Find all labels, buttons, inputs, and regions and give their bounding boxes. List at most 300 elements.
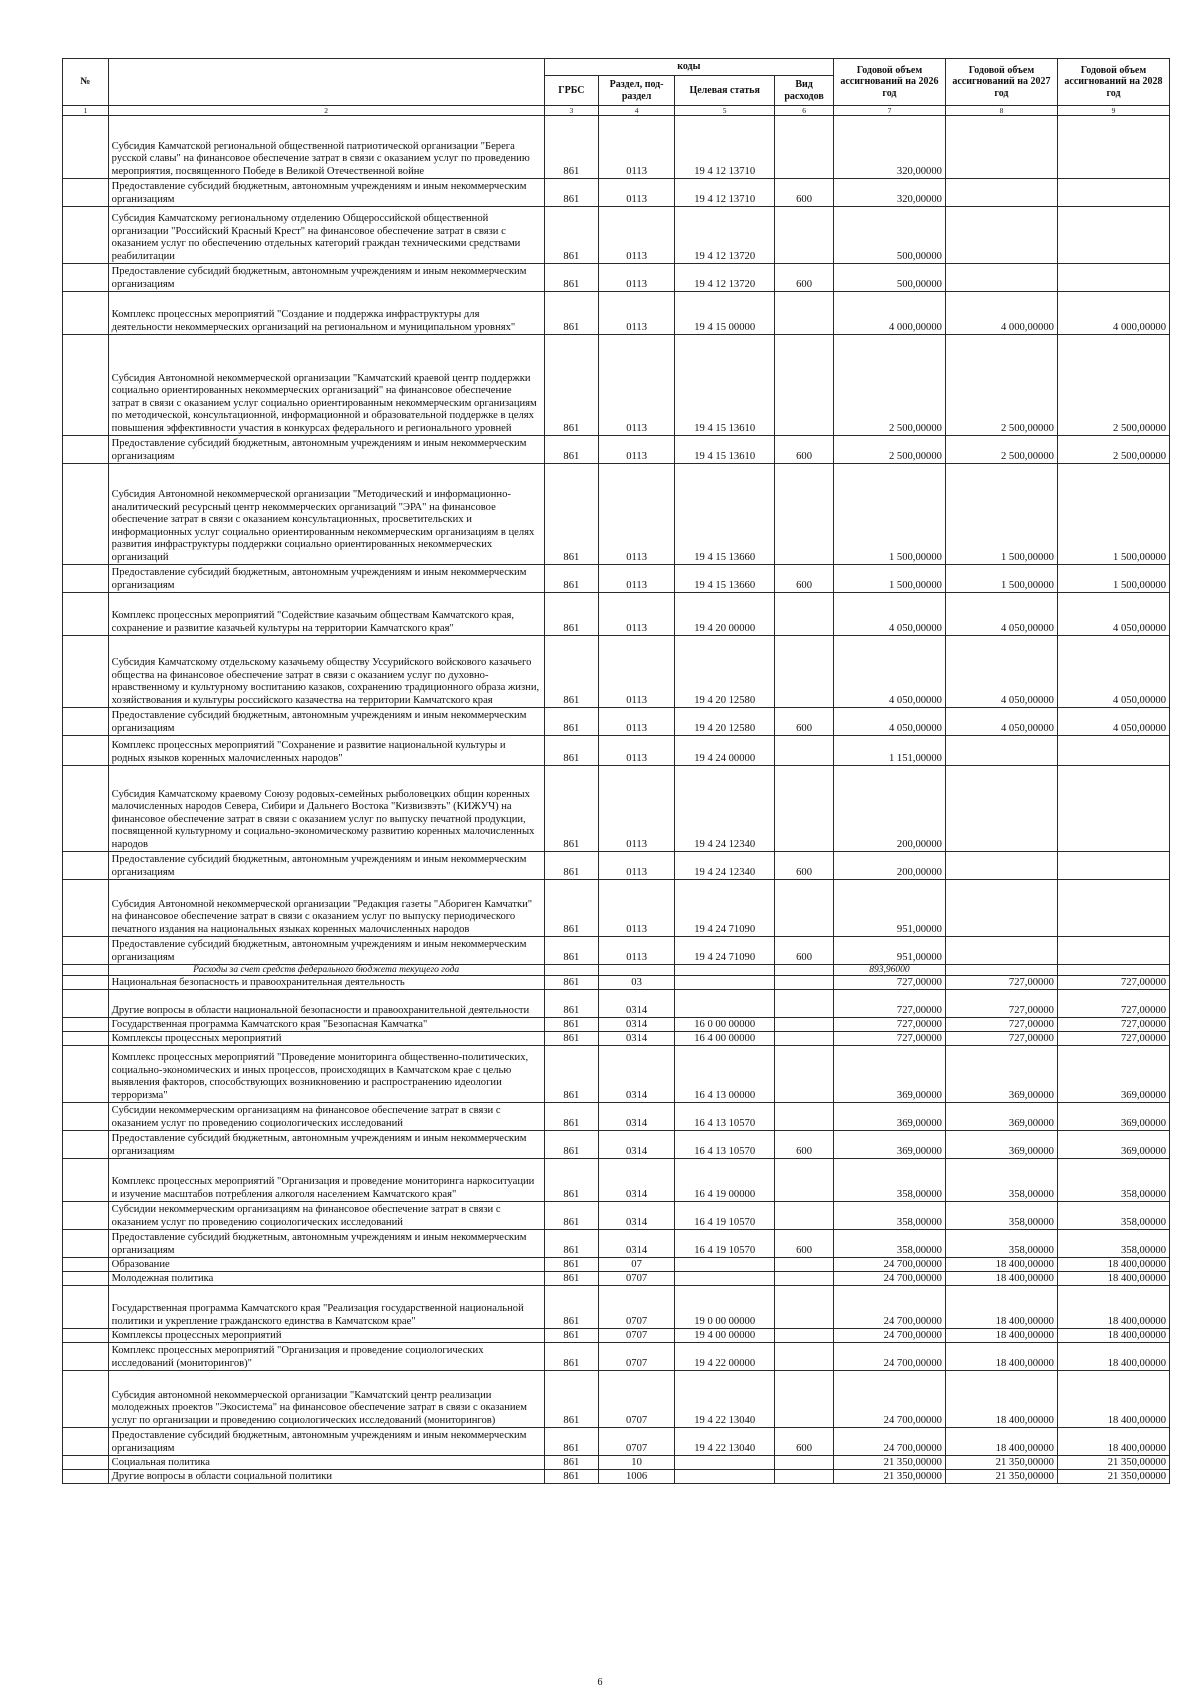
row-amount-2028: [1057, 179, 1169, 207]
row-amount-2027: [945, 736, 1057, 766]
row-tselevaya-statya: 16 4 19 00000: [675, 1159, 775, 1202]
row-tselevaya-statya: 16 4 19 10570: [675, 1230, 775, 1258]
row-amount-2028: 21 350,00000: [1057, 1470, 1169, 1484]
row-name: Комплексы процессных мероприятий: [108, 1032, 544, 1046]
row-amount-2027: [945, 937, 1057, 965]
table-row: [63, 976, 1170, 990]
table-row: [63, 1032, 1170, 1046]
row-grbs: 861: [544, 1046, 598, 1103]
row-tselevaya-statya: [675, 1272, 775, 1286]
table-row: [63, 292, 1170, 335]
row-tselevaya-statya: 16 4 00 00000: [675, 1032, 775, 1046]
row-amount-2026: 320,00000: [833, 179, 945, 207]
row-number-cell: [63, 436, 109, 464]
row-amount-2028: [1057, 965, 1169, 976]
row-grbs: 861: [544, 1159, 598, 1202]
row-grbs: 861: [544, 1371, 598, 1428]
row-amount-2028: 18 400,00000: [1057, 1286, 1169, 1329]
row-vid-raskhodov: 600: [775, 565, 834, 593]
row-vid-raskhodov: [775, 965, 834, 976]
row-amount-2028: 2 500,00000: [1057, 335, 1169, 436]
row-grbs: 861: [544, 736, 598, 766]
row-amount-2026: 500,00000: [833, 264, 945, 292]
row-tselevaya-statya: 19 4 24 12340: [675, 852, 775, 880]
column-number-row: [63, 106, 1170, 116]
row-vid-raskhodov: 600: [775, 264, 834, 292]
row-amount-2027: 358,00000: [945, 1230, 1057, 1258]
row-name: Субсидия Камчатскому региональному отделению Общероссийской общественной организации "Российский Красный Крест" на финансовое обеспечение затрат в связи с оказанием услуг по обеспечению отдельных категорий граждан техническими средствами реабилитации: [108, 207, 544, 264]
row-vid-raskhodov: [775, 766, 834, 852]
row-amount-2028: 18 400,00000: [1057, 1343, 1169, 1371]
row-amount-2028: 369,00000: [1057, 1103, 1169, 1131]
header-name-blank: [108, 59, 544, 106]
row-grbs: 861: [544, 264, 598, 292]
row-name: Предоставление субсидий бюджетным, автономным учреждениям и иным некоммерческим организациям: [108, 436, 544, 464]
row-amount-2027: 369,00000: [945, 1046, 1057, 1103]
row-number-cell: [63, 1103, 109, 1131]
row-grbs: 861: [544, 1329, 598, 1343]
row-name: Комплекс процессных мероприятий "Организация и проведение мониторинга наркоситуации и изучение масштабов потребления алкоголя населением Камчатского края": [108, 1159, 544, 1202]
row-razdel: 0113: [599, 292, 675, 335]
row-amount-2028: [1057, 880, 1169, 937]
row-name: Национальная безопасность и правоохранительная деятельность: [108, 976, 544, 990]
row-amount-2027: 369,00000: [945, 1103, 1057, 1131]
row-number-cell: [63, 990, 109, 1018]
column-number: 1: [63, 106, 109, 116]
row-grbs: 861: [544, 1018, 598, 1032]
row-razdel: 0113: [599, 766, 675, 852]
row-vid-raskhodov: 600: [775, 937, 834, 965]
row-number-cell: [63, 1131, 109, 1159]
row-name: Комплекс процессных мероприятий "Организация и проведение социологических исследований (мониторингов)": [108, 1343, 544, 1371]
row-number-cell: [63, 264, 109, 292]
row-number-cell: [63, 736, 109, 766]
row-name: Государственная программа Камчатского края "Безопасная Камчатка": [108, 1018, 544, 1032]
row-number-cell: [63, 1329, 109, 1343]
row-tselevaya-statya: 16 4 13 10570: [675, 1103, 775, 1131]
column-number: 6: [775, 106, 834, 116]
row-grbs: 861: [544, 1470, 598, 1484]
row-tselevaya-statya: 19 4 15 00000: [675, 292, 775, 335]
row-grbs: 861: [544, 1230, 598, 1258]
row-amount-2027: [945, 852, 1057, 880]
row-number-cell: [63, 1286, 109, 1329]
row-vid-raskhodov: [775, 976, 834, 990]
header-year-2026: Годовой объем ассигнований на 2026 год: [833, 59, 945, 106]
row-amount-2028: 4 050,00000: [1057, 593, 1169, 636]
row-grbs: 861: [544, 179, 598, 207]
row-grbs: 861: [544, 766, 598, 852]
row-razdel: 10: [599, 1456, 675, 1470]
row-grbs: 861: [544, 1343, 598, 1371]
table-row: [63, 1046, 1170, 1103]
row-vid-raskhodov: [775, 1329, 834, 1343]
row-razdel: 0707: [599, 1272, 675, 1286]
row-name: Предоставление субсидий бюджетным, автономным учреждениям и иным некоммерческим организациям: [108, 937, 544, 965]
row-tselevaya-statya: 19 4 24 12340: [675, 766, 775, 852]
row-grbs: 861: [544, 1272, 598, 1286]
table-row: [63, 207, 1170, 264]
row-amount-2026: 24 700,00000: [833, 1258, 945, 1272]
row-vid-raskhodov: [775, 292, 834, 335]
row-amount-2028: [1057, 766, 1169, 852]
row-vid-raskhodov: [775, 636, 834, 708]
row-razdel: 0314: [599, 1018, 675, 1032]
row-amount-2026: 951,00000: [833, 880, 945, 937]
row-number-cell: [63, 965, 109, 976]
row-name: Предоставление субсидий бюджетным, автономным учреждениям и иным некоммерческим организациям: [108, 1131, 544, 1159]
row-razdel: 0113: [599, 880, 675, 937]
row-amount-2027: [945, 207, 1057, 264]
row-vid-raskhodov: [775, 1258, 834, 1272]
row-amount-2027: 18 400,00000: [945, 1258, 1057, 1272]
row-number-cell: [63, 1456, 109, 1470]
table-row: [63, 1456, 1170, 1470]
table-row: [63, 1131, 1170, 1159]
row-number-cell: [63, 1371, 109, 1428]
row-amount-2027: 4 050,00000: [945, 636, 1057, 708]
row-razdel: [599, 965, 675, 976]
row-tselevaya-statya: 19 4 22 00000: [675, 1343, 775, 1371]
table-row: [63, 708, 1170, 736]
table-header: [63, 59, 1170, 116]
row-number-cell: [63, 852, 109, 880]
row-number-cell: [63, 464, 109, 565]
row-amount-2028: 369,00000: [1057, 1046, 1169, 1103]
row-grbs: 861: [544, 852, 598, 880]
row-tselevaya-statya: 16 0 00 00000: [675, 1018, 775, 1032]
row-amount-2027: [945, 965, 1057, 976]
row-amount-2027: 18 400,00000: [945, 1272, 1057, 1286]
row-amount-2026: 2 500,00000: [833, 335, 945, 436]
table-row: [63, 179, 1170, 207]
row-vid-raskhodov: 600: [775, 852, 834, 880]
table-row: [63, 335, 1170, 436]
row-vid-raskhodov: [775, 1470, 834, 1484]
row-vid-raskhodov: [775, 1032, 834, 1046]
row-name: Субсидия автономной некоммерческой организации "Камчатский центр реализации молодежных проектов "Экосистема" на финансовое обеспечение затрат в связи с оказанием услуг по организации и проведению социологических исследований (мониторингов): [108, 1371, 544, 1428]
row-razdel: 0707: [599, 1329, 675, 1343]
row-razdel: 0707: [599, 1343, 675, 1371]
row-tselevaya-statya: 19 4 15 13610: [675, 335, 775, 436]
table-row: [63, 1018, 1170, 1032]
row-amount-2027: 2 500,00000: [945, 436, 1057, 464]
row-razdel: 0113: [599, 464, 675, 565]
column-number: 3: [544, 106, 598, 116]
row-amount-2026: 2 500,00000: [833, 436, 945, 464]
row-amount-2026: 4 050,00000: [833, 636, 945, 708]
row-amount-2028: [1057, 207, 1169, 264]
row-amount-2026: 369,00000: [833, 1103, 945, 1131]
row-tselevaya-statya: 19 4 22 13040: [675, 1371, 775, 1428]
row-name: Предоставление субсидий бюджетным, автономным учреждениям и иным некоммерческим организациям: [108, 708, 544, 736]
row-razdel: 0113: [599, 436, 675, 464]
row-name: Предоставление субсидий бюджетным, автономным учреждениям и иным некоммерческим организациям: [108, 179, 544, 207]
row-grbs: 861: [544, 1032, 598, 1046]
row-vid-raskhodov: [775, 1456, 834, 1470]
column-number: 5: [675, 106, 775, 116]
row-amount-2027: 21 350,00000: [945, 1456, 1057, 1470]
row-tselevaya-statya: 16 4 19 10570: [675, 1202, 775, 1230]
row-amount-2026: 24 700,00000: [833, 1371, 945, 1428]
row-vid-raskhodov: 600: [775, 436, 834, 464]
row-vid-raskhodov: [775, 1286, 834, 1329]
table-row: [63, 1159, 1170, 1202]
row-tselevaya-statya: 19 4 12 13710: [675, 116, 775, 179]
row-razdel: 0314: [599, 1230, 675, 1258]
table-row: [63, 736, 1170, 766]
row-amount-2026: 358,00000: [833, 1159, 945, 1202]
row-grbs: 861: [544, 636, 598, 708]
row-name: Комплекс процессных мероприятий "Создание и поддержка инфраструктуры для деятельности некоммерческих организаций на региональном и муниципальном уровнях": [108, 292, 544, 335]
row-razdel: 0314: [599, 1131, 675, 1159]
row-number-cell: [63, 1046, 109, 1103]
row-amount-2026: 727,00000: [833, 1032, 945, 1046]
row-tselevaya-statya: 19 4 12 13720: [675, 264, 775, 292]
row-tselevaya-statya: 19 4 15 13660: [675, 464, 775, 565]
row-number-cell: [63, 179, 109, 207]
row-amount-2027: 727,00000: [945, 990, 1057, 1018]
row-amount-2026: 369,00000: [833, 1046, 945, 1103]
row-vid-raskhodov: [775, 1018, 834, 1032]
row-vid-raskhodov: 600: [775, 1230, 834, 1258]
row-tselevaya-statya: 19 4 12 13720: [675, 207, 775, 264]
row-number-cell: [63, 335, 109, 436]
row-vid-raskhodov: 600: [775, 1131, 834, 1159]
row-tselevaya-statya: 19 4 22 13040: [675, 1428, 775, 1456]
header-number: №: [63, 59, 109, 106]
row-number-cell: [63, 976, 109, 990]
row-amount-2026: 200,00000: [833, 852, 945, 880]
row-tselevaya-statya: 19 4 15 13610: [675, 436, 775, 464]
row-number-cell: [63, 1159, 109, 1202]
row-grbs: 861: [544, 1202, 598, 1230]
row-amount-2028: 358,00000: [1057, 1202, 1169, 1230]
row-grbs: 861: [544, 1286, 598, 1329]
row-name: Субсидия Автономной некоммерческой организации "Методический и информационно-аналитический ресурсный центр некоммерческих организаций "ЭРА" на финансовое обеспечение затрат в связи с оказанием консультационных, просветительских и информационных услуг социально ориентированным некоммерческим организациям в целях развития инфраструктуры поддержки социально ориентированных некоммерческих организаций: [108, 464, 544, 565]
table-row: [63, 1428, 1170, 1456]
row-tselevaya-statya: 19 4 20 00000: [675, 593, 775, 636]
row-amount-2028: 369,00000: [1057, 1131, 1169, 1159]
table-row: [63, 636, 1170, 708]
row-amount-2027: 4 050,00000: [945, 593, 1057, 636]
row-grbs: 861: [544, 1103, 598, 1131]
row-razdel: 0314: [599, 1046, 675, 1103]
row-amount-2026: 1 500,00000: [833, 464, 945, 565]
row-amount-2027: 18 400,00000: [945, 1428, 1057, 1456]
row-name: Социальная политика: [108, 1456, 544, 1470]
page-number: 6: [597, 1677, 603, 1688]
row-amount-2026: 500,00000: [833, 207, 945, 264]
row-vid-raskhodov: [775, 116, 834, 179]
row-vid-raskhodov: [775, 1343, 834, 1371]
row-grbs: 861: [544, 937, 598, 965]
row-amount-2027: [945, 264, 1057, 292]
table-row: [63, 264, 1170, 292]
row-razdel: 0707: [599, 1286, 675, 1329]
table-row: [63, 1286, 1170, 1329]
row-amount-2028: 4 050,00000: [1057, 636, 1169, 708]
row-grbs: 861: [544, 207, 598, 264]
row-razdel: 0113: [599, 207, 675, 264]
row-number-cell: [63, 937, 109, 965]
row-name: Субсидия Автономной некоммерческой организации "Камчатский краевой центр поддержки социально ориентированных некоммерческих организаций" на финансовое обеспечение затрат в связи с оказанием услуг социально ориентированным некоммерческим организациям по методической, консультационной, информационной и образовательной поддержке в целях повышения эффективности участия в конкурсах федерального и регионального уровней: [108, 335, 544, 436]
table-row: [63, 1371, 1170, 1428]
row-name: Субсидия Камчатскому отдельскому казачьему обществу Уссурийского войскового казачьего общества на финансовое обеспечение затрат в связи с оказанием услуг по духовно-нравственному и культурному воспитанию казаков, сохранению традиционного образа жизни, хозяйствования и культуры российского казачества на территории Камчатского края: [108, 636, 544, 708]
row-number-cell: [63, 565, 109, 593]
row-tselevaya-statya: 19 4 15 13660: [675, 565, 775, 593]
row-tselevaya-statya: 16 4 13 00000: [675, 1046, 775, 1103]
row-amount-2027: 4 050,00000: [945, 708, 1057, 736]
row-grbs: 861: [544, 708, 598, 736]
row-grbs: 861: [544, 116, 598, 179]
row-razdel: 0707: [599, 1371, 675, 1428]
row-razdel: 0314: [599, 1103, 675, 1131]
row-vid-raskhodov: [775, 1371, 834, 1428]
row-name: Субсидии некоммерческим организациям на финансовое обеспечение затрат в связи с оказанием услуг по проведению социологических исследований: [108, 1202, 544, 1230]
row-amount-2028: 4 000,00000: [1057, 292, 1169, 335]
row-number-cell: [63, 1032, 109, 1046]
row-name: Комплекс процессных мероприятий "Проведение мониторинга общественно-политических, социально-экономических и иных процессов, происходящих в Камчатском крае с целью выявления факторов, способствующих возникновению и распространению идеологии терроризма": [108, 1046, 544, 1103]
row-amount-2026: 951,00000: [833, 937, 945, 965]
row-razdel: 0113: [599, 264, 675, 292]
table-row: [63, 937, 1170, 965]
row-amount-2028: 1 500,00000: [1057, 565, 1169, 593]
row-razdel: 0314: [599, 1202, 675, 1230]
row-razdel: 0314: [599, 990, 675, 1018]
row-tselevaya-statya: 19 4 24 00000: [675, 736, 775, 766]
row-vid-raskhodov: 600: [775, 1428, 834, 1456]
table-body: [63, 116, 1170, 1484]
row-number-cell: [63, 880, 109, 937]
row-razdel: 0113: [599, 708, 675, 736]
row-name: Предоставление субсидий бюджетным, автономным учреждениям и иным некоммерческим организациям: [108, 1428, 544, 1456]
row-name: Субсидии некоммерческим организациям на финансовое обеспечение затрат в связи с оказанием услуг по проведению социологических исследований: [108, 1103, 544, 1131]
row-razdel: 0113: [599, 937, 675, 965]
row-name: Субсидия Камчатской региональной общественной патриотической организации "Берега русской славы" на финансовое обеспечение затрат в связи с оказанием услуг по проведению мероприятия, посвященного Победе в Великой Отечественной войне: [108, 116, 544, 179]
row-tselevaya-statya: [675, 990, 775, 1018]
row-amount-2026: 358,00000: [833, 1202, 945, 1230]
row-tselevaya-statya: [675, 1470, 775, 1484]
row-amount-2028: [1057, 736, 1169, 766]
row-vid-raskhodov: [775, 990, 834, 1018]
row-amount-2027: 18 400,00000: [945, 1286, 1057, 1329]
header-codes: коды: [544, 59, 833, 76]
row-amount-2026: 21 350,00000: [833, 1456, 945, 1470]
row-amount-2027: 727,00000: [945, 1018, 1057, 1032]
row-amount-2026: 358,00000: [833, 1230, 945, 1258]
row-amount-2027: 358,00000: [945, 1202, 1057, 1230]
row-razdel: 0314: [599, 1032, 675, 1046]
row-amount-2027: [945, 880, 1057, 937]
table-row: [63, 1470, 1170, 1484]
row-amount-2026: 369,00000: [833, 1131, 945, 1159]
row-amount-2026: 21 350,00000: [833, 1470, 945, 1484]
row-razdel: 03: [599, 976, 675, 990]
table-row: [63, 593, 1170, 636]
row-amount-2026: 4 050,00000: [833, 708, 945, 736]
row-tselevaya-statya: 19 4 24 71090: [675, 937, 775, 965]
row-vid-raskhodov: [775, 1202, 834, 1230]
row-vid-raskhodov: [775, 1046, 834, 1103]
row-tselevaya-statya: [675, 1456, 775, 1470]
row-amount-2028: 4 050,00000: [1057, 708, 1169, 736]
row-amount-2027: [945, 116, 1057, 179]
table-row: [63, 116, 1170, 179]
header-grbs: ГРБС: [544, 76, 598, 106]
row-razdel: 0113: [599, 116, 675, 179]
row-name: Образование: [108, 1258, 544, 1272]
row-vid-raskhodov: [775, 736, 834, 766]
row-razdel: 0113: [599, 636, 675, 708]
row-tselevaya-statya: 19 0 00 00000: [675, 1286, 775, 1329]
row-amount-2027: [945, 766, 1057, 852]
row-vid-raskhodov: [775, 880, 834, 937]
row-name: Расходы за счет средств федерального бюджета текущего года: [108, 965, 544, 976]
budget-sheet: [62, 58, 1170, 1484]
row-vid-raskhodov: [775, 464, 834, 565]
row-tselevaya-statya: 19 4 20 12580: [675, 636, 775, 708]
row-number-cell: [63, 1258, 109, 1272]
row-number-cell: [63, 1202, 109, 1230]
row-name: Комплексы процессных мероприятий: [108, 1329, 544, 1343]
row-amount-2028: 727,00000: [1057, 1032, 1169, 1046]
row-tselevaya-statya: 19 4 24 71090: [675, 880, 775, 937]
row-vid-raskhodov: 600: [775, 179, 834, 207]
row-amount-2026: 727,00000: [833, 976, 945, 990]
table-row: [63, 1272, 1170, 1286]
row-number-cell: [63, 708, 109, 736]
row-vid-raskhodov: [775, 593, 834, 636]
row-grbs: [544, 965, 598, 976]
row-amount-2028: [1057, 937, 1169, 965]
header-razdel: Раздел, под-раздел: [599, 76, 675, 106]
row-name: Комплекс процессных мероприятий "Содействие казачьим обществам Камчатского края, сохранение и развитие казачьей культуры на территории Камчатского края": [108, 593, 544, 636]
table-row: [63, 990, 1170, 1018]
row-amount-2028: [1057, 852, 1169, 880]
row-amount-2028: [1057, 264, 1169, 292]
row-vid-raskhodov: [775, 1272, 834, 1286]
row-grbs: 861: [544, 990, 598, 1018]
row-tselevaya-statya: 16 4 13 10570: [675, 1131, 775, 1159]
budget-table: [62, 58, 1170, 1484]
row-tselevaya-statya: 19 4 20 12580: [675, 708, 775, 736]
row-amount-2028: 727,00000: [1057, 976, 1169, 990]
table-row: [63, 1230, 1170, 1258]
row-amount-2027: 4 000,00000: [945, 292, 1057, 335]
row-name: Предоставление субсидий бюджетным, автономным учреждениям и иным некоммерческим организациям: [108, 1230, 544, 1258]
row-razdel: 1006: [599, 1470, 675, 1484]
column-number: 7: [833, 106, 945, 116]
column-number: 8: [945, 106, 1057, 116]
row-number-cell: [63, 116, 109, 179]
row-number-cell: [63, 766, 109, 852]
row-tselevaya-statya: 19 4 00 00000: [675, 1329, 775, 1343]
table-row: [63, 1343, 1170, 1371]
row-name: Комплекс процессных мероприятий "Сохранение и развитие национальной культуры и родных языков коренных малочисленных народов": [108, 736, 544, 766]
row-grbs: 861: [544, 436, 598, 464]
row-name: Другие вопросы в области национальной безопасности и правоохранительной деятельности: [108, 990, 544, 1018]
table-row: [63, 464, 1170, 565]
header-vid-raskhodov: Вид расходов: [775, 76, 834, 106]
table-row: [63, 965, 1170, 976]
row-amount-2027: 2 500,00000: [945, 335, 1057, 436]
row-amount-2027: 1 500,00000: [945, 464, 1057, 565]
row-number-cell: [63, 1272, 109, 1286]
table-row: [63, 436, 1170, 464]
row-amount-2026: 1 500,00000: [833, 565, 945, 593]
row-grbs: 861: [544, 1131, 598, 1159]
